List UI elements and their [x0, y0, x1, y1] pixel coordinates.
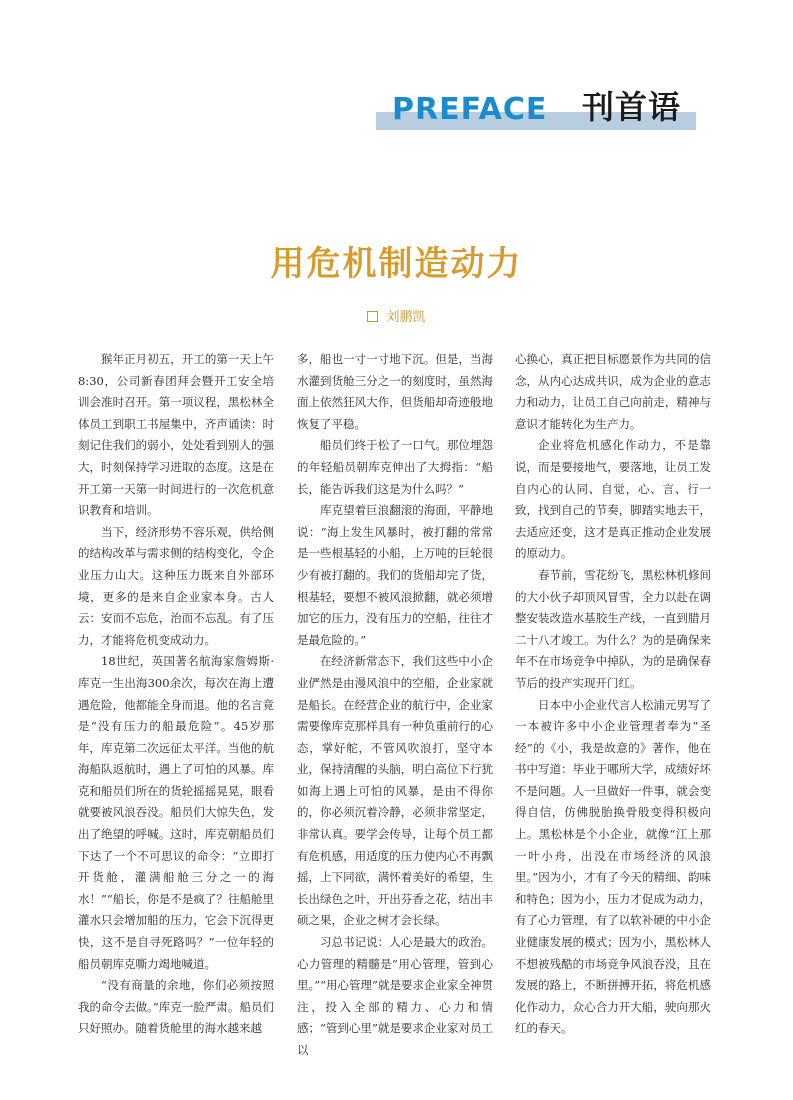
paragraph: 当下，经济形势不容乐观，供给侧的结构改革与需求侧的结构变化，令企业压力山大。这种压力既来自外部环境，更多的是来自企业家本身。古人云：安而不忘危，治而不忘乱。有了压力，才能将危机变成动力。	[78, 524, 274, 647]
square-icon	[367, 311, 378, 322]
paragraph: 猴年正月初五，开工的第一天上午8:30，公司新春团拜会暨开工安全培训会准时召开。第一项议程，黑松林全体员工到职工书屋集中，齐声诵读：时刻记住我们的弱小，处处看到别人的强大，时刻保持学习进取的态度。这是在开工第一天第一时间进行的一次危机意识教育和培训。	[78, 352, 274, 518]
paragraph: 多，船也一寸一寸地下沉。但是，当海水灌到货舱三分之一的刻度时，虽然海面上依然狂风大作，但货船却奇迹般地恢复了平稳。	[297, 352, 493, 431]
section-header	[376, 90, 696, 134]
text-column-1	[78, 349, 274, 1040]
paragraph: 在经济新常态下，我们这些中小企业俨然是由漫风浪中的空船，企业家就是船长。在经营企业的航行中，企业家需要像库克那样具有一种负重前行的心态，掌好舵，不管风吹浪打，坚守本业，保持清醒的头脑，明白高位下行犹如海上遇上可怕的风暴，是由不得你的，你必须沉着冷静，必须非常坚定，非常认真。要学会传导，让每个员工都有危机感，用适度的压力使内心不再飘摇，上下同欲，满怀着美好的希望，生长出绿色之叶，开出芬香之花，结出丰硕之果，企业之树才会长绿。	[297, 654, 493, 928]
header-chinese: 刊首语	[582, 88, 682, 126]
text-column-2	[297, 349, 493, 1062]
text-column-3	[515, 349, 711, 1040]
paragraph: 日本中小企业代言人松浦元男写了一本被许多中小企业管理者奉为“圣经”的《小，我是故意的》著作，他在书中写道：毕业于哪所大学，成绩好坏不是问题。人一旦做好一件事，就会变得自信，仿佛脱胎换骨般变得积极向上。黑松林是个小企业，就像“江上那一叶小舟，出没在市场经济的风浪里。”因为小，才有了今天的精细、韵味和特色；因为小，压力才促成为动力，有了心力管理，有了以软补硬的中小企业健康发展的模式；因为小，黑松林人不想被残酷的市场竞争风浪吞没，且在发展的路上，不断拼搏开拓，将危机感化作动力，众心合力开大船，驶向那火红的春天。	[515, 697, 711, 1036]
author-name: 刘鹏凯	[386, 310, 426, 325]
paragraph: 企业将危机感化作动力，不是靠说，而是要接地气，要落地，让员工发自内心的认同、自觉，心、言、行一致，找到自己的节奏，脚踏实地去干，去适应还变，这才是真正推动企业发展的原动力。	[515, 438, 711, 561]
paragraph: 船员们终于松了一口气。那位埋怨的年轻船员朝库克伸出了大拇指：“船长，能告诉我们这是为什么吗？”	[297, 438, 493, 496]
paragraph: “没有商量的余地，你们必须按照我的命令去做。”库克一脸严肃。船员们只好照办。随着货舱里的海水越来越	[78, 978, 274, 1036]
paragraph: 习总书记说：人心是最大的政治。心力管理的精髓是“用心管理，管到心里。”“用心管理”就是要求企业家全神贯注，投入全部的精力、心力和情感；“管到心里”就是要求企业家对员工以	[297, 935, 493, 1057]
article-title: 用危机制造动力	[270, 244, 523, 284]
author-line	[0, 306, 793, 325]
paragraph: 春节前，雪花纷飞，黑松林机修间的大小伙子却顶风冒雪，全力以赴在调整安装改造水基胶生产线，一直到腊月二十八才竣工。为什么？为的是确保来年不在市场竞争中掉队，为的是确保春节后的投产实现开门红。	[515, 567, 711, 690]
paragraph: 心换心，真正把目标愿景作为共同的信念，从内心达成共识，成为企业的意志力和动力，让员工自己向前走，精神与意识才能转化为生产力。	[515, 352, 711, 431]
header-english: PREFACE	[392, 92, 548, 127]
paragraph: 库克望着巨浪翻滚的海面，平静地说：“海上发生风暴时，被打翻的常常是一些根基轻的小船，上万吨的巨轮很少有被打翻的。我们的货船却完了货，根基轻，要想不被风浪掀翻，就必须增加它的压力，没有压力的空船，往往才是最危险的。”	[297, 503, 493, 647]
paragraph: 18世纪，英国著名航海家詹姆斯·库克一生出海300余次，每次在海上遭遇危险，他都能全身而退。他的名言竟是“没有压力的船最危险”。45岁那年，库克第二次远征太平洋。当他的航海船队返航时，遇上了可怕的风暴。库克和船员们所在的货轮摇摇晃晃，眼看就要被风浪吞没。船员们大惊失色，发出了绝望的呼喊。这时，库克朝船员们下达了一个不可思议的命令：“立即打开货舱，灌满船舱三分之一的海水！”“船长，你是不是疯了？往船舱里灌水只会增加船的压力，它会下沉得更快，这不是自寻死路吗？”一位年轻的船员朝库克嘶力竭地喊道。	[78, 654, 274, 971]
